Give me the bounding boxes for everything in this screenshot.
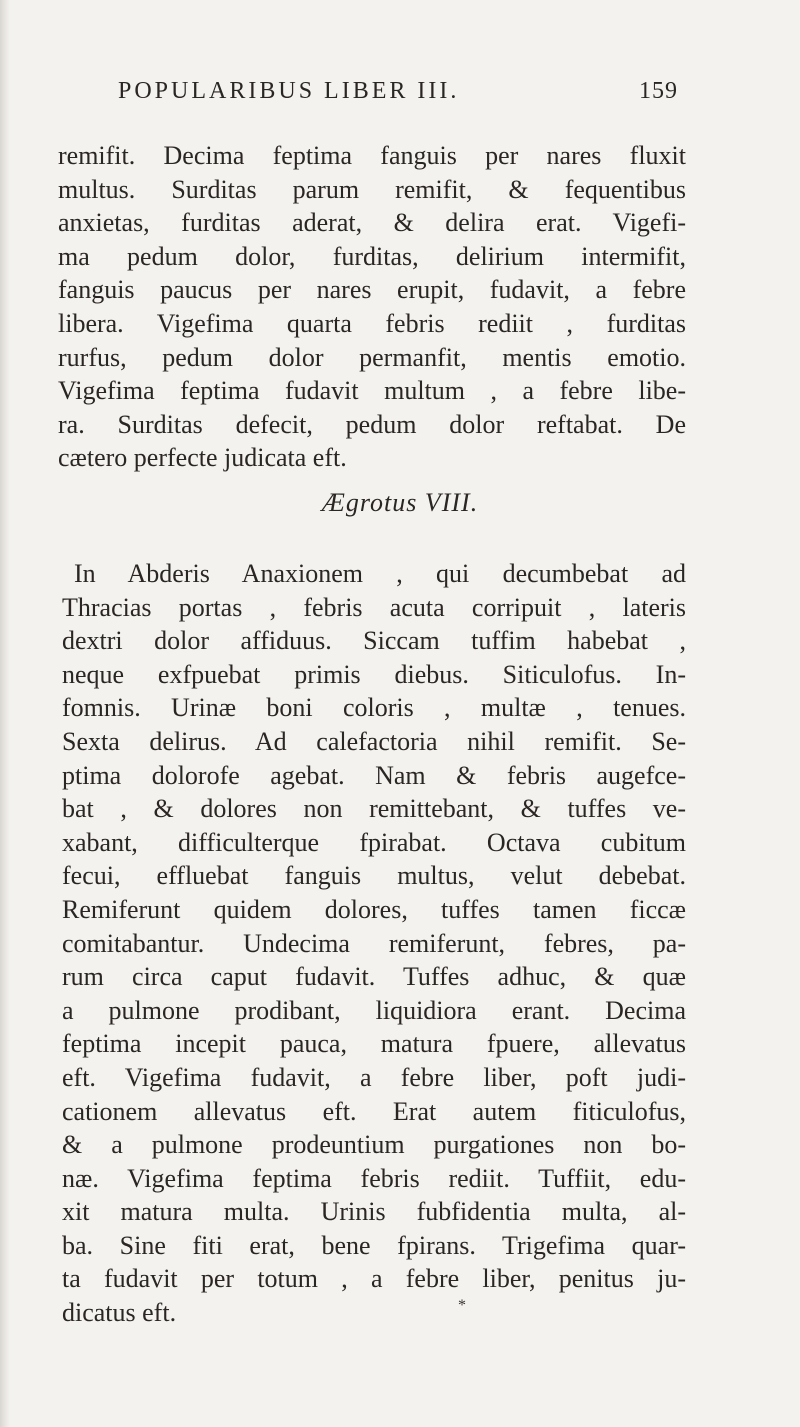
text-line: fomnis. Urinæ boni coloris , multæ , tenues.: [62, 693, 686, 723]
text-line: eft. Vigefima fudavit, a febre liber, poft judi-: [62, 1062, 686, 1092]
paragraph-1: [58, 139, 686, 475]
text-line: Vigefima feptima fudavit multum , a febre libe-: [58, 376, 686, 406]
text-line: næ. Vigefima feptima febris rediit. Tuffiit, edu-: [62, 1163, 686, 1193]
paragraph-2: [62, 557, 686, 1330]
text-line: multus. Surditas parum remifit, & fequentibus: [58, 174, 686, 204]
text-line: ta fudavit per totum , a febre liber, penitus ju-: [62, 1264, 686, 1294]
text-line: ma pedum dolor, furditas, delirium intermifit,: [58, 241, 686, 271]
text-line: In Abderis Anaxionem , qui decumbebat ad: [74, 559, 686, 588]
text-line: ptima dolorofe agebat. Nam & febris augefce-: [62, 760, 686, 790]
binding-gutter: [0, 0, 10, 1427]
running-head-title: POPULARIBUS LIBER III.: [118, 78, 460, 104]
text-line: dicatus eft.: [62, 1298, 177, 1328]
text-line: fanguis paucus per nares erupit, fudavit, a febre: [58, 275, 686, 305]
footer-mark: *: [458, 1297, 466, 1314]
text-line: cætero perfecte judicata eft.: [58, 443, 347, 473]
text-line: rum circa caput fudavit. Tuffes adhuc, & quæ: [62, 962, 686, 992]
text-line: ra. Surditas defecit, pedum dolor reftabat. De: [58, 409, 686, 439]
text-line: xit matura multa. Urinis fubfidentia multa, al-: [62, 1197, 686, 1227]
text-line: cationem allevatus eft. Erat autem fiticulofus,: [62, 1096, 686, 1126]
text-line: bat , & dolores non remittebant, & tuffes ve-: [62, 794, 686, 824]
text-line: fecui, effluebat fanguis multus, velut debebat.: [62, 861, 686, 891]
text-line: neque exfpuebat primis diebus. Siticulofus. In-: [62, 659, 686, 689]
text-line: Sexta delirus. Ad calefactoria nihil remifit. Se-: [62, 726, 686, 756]
text-line: a pulmone prodibant, liquidiora erant. Decima: [62, 995, 686, 1025]
text-line: rurfus, pedum dolor permanfit, mentis emotio.: [58, 342, 686, 372]
text-line: xabant, difficulterque fpirabat. Octava cubitum: [62, 827, 686, 857]
text-line: anxietas, furditas aderat, & delira erat. Vigefi-: [58, 208, 686, 238]
running-head: [118, 78, 678, 118]
text-line: & a pulmone prodeuntium purgationes non bo-: [62, 1130, 686, 1160]
text-line: comitabantur. Undecima remiferunt, febres, pa-: [62, 928, 686, 958]
text-line: libera. Vigefima quarta febris rediit , furditas: [58, 308, 686, 338]
section-heading: Ægrotus VIII.: [321, 488, 479, 517]
text-line: Thracias portas , febris acuta corripuit , lateris: [62, 592, 686, 622]
text-line: ba. Sine fiti erat, bene fpirans. Trigefima quar-: [62, 1230, 686, 1260]
text-line: Remiferunt quidem dolores, tuffes tamen ficcæ: [62, 894, 686, 924]
text-line: dextri dolor affiduus. Siccam tuffim habebat ,: [62, 626, 686, 656]
text-line: remifit. Decima feptima fanguis per nares fluxit: [58, 141, 686, 170]
text-line: feptima incepit pauca, matura fpuere, allevatus: [62, 1029, 686, 1059]
page-number: 159: [639, 78, 678, 104]
